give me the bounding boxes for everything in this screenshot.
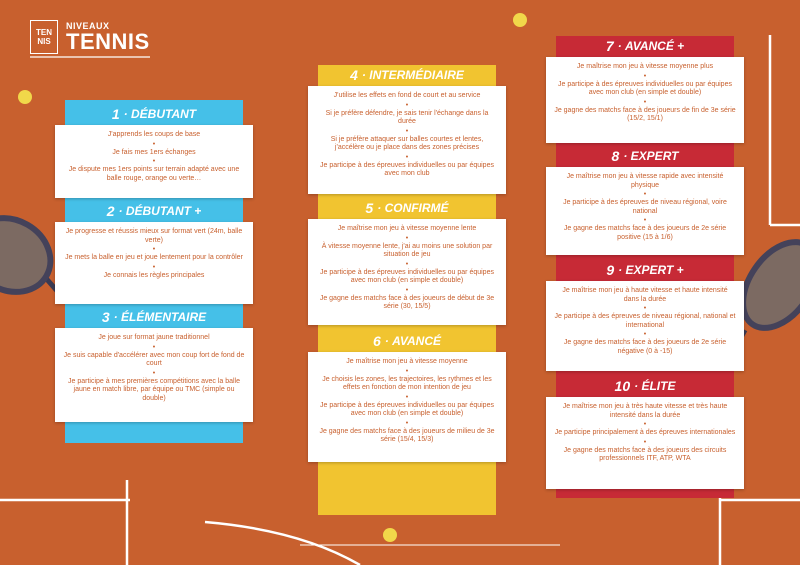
level-number: 5 [365, 200, 374, 216]
logo-box-bottom: NIS [37, 37, 51, 46]
tennis-ball-icon [513, 13, 527, 27]
level-sep: · [118, 204, 123, 218]
bullet-dot: • [405, 260, 409, 268]
level-title: ÉLÉMENTAIRE [121, 310, 207, 324]
level-header [308, 330, 506, 352]
level-item: Je participe principalement à des épreuves internationales [554, 429, 736, 436]
level-header [546, 145, 744, 167]
level-item: J'utilise les effets en fond de court et au service [333, 92, 481, 99]
level-card [308, 219, 506, 325]
tennis-ball-icon [383, 528, 397, 542]
level-item: Je participe à des épreuves de niveau régional, voire national [563, 199, 727, 215]
level-1 [55, 103, 253, 198]
level-card [55, 328, 253, 422]
logo-box [30, 20, 58, 54]
bullet-dot: • [643, 98, 647, 106]
level-3 [55, 306, 253, 422]
bullet-dot: • [405, 286, 409, 294]
level-title: AVANCÉ [392, 334, 442, 348]
level-number: 7 [605, 38, 614, 54]
level-item: Je participe à des épreuves individuelles ou par équipes avec mon club [320, 161, 494, 177]
bullet-dot: • [643, 191, 647, 198]
bullet-dot: • [405, 419, 409, 427]
bullet-dot: • [643, 217, 647, 224]
level-item: Je maîtrise mon jeu à haute vitesse et haute intensité dans la durée [562, 287, 728, 303]
bullet-dot: • [405, 367, 409, 375]
bullet-dot: • [643, 421, 647, 428]
logo-title-small: NIVEAUX [66, 20, 110, 31]
level-title: DÉBUTANT [131, 107, 197, 121]
level-number: 9 [606, 262, 615, 278]
level-sep: · [623, 149, 628, 163]
level-item: Je participe à des épreuves individuelles ou par équipes avec mon club (en simple et double) [320, 401, 494, 417]
level-item: Je maîtrise mon jeu à très haute vitesse et très haute intensité dans la durée [562, 403, 728, 419]
level-sep: · [377, 201, 382, 215]
level-sep: · [618, 263, 623, 277]
bullet-dot: • [643, 72, 647, 80]
level-item: Je gagne des matchs face à des joueurs de fin de 3e série (15/2, 15/1) [554, 106, 736, 122]
level-item: Je fais mes 1ers échanges [112, 148, 196, 156]
level-8 [546, 145, 744, 255]
level-number: 2 [106, 203, 115, 219]
logo-title-big: TENNIS [66, 28, 150, 54]
level-sep: · [634, 379, 639, 393]
level-number: 6 [372, 333, 381, 349]
level-header [546, 35, 744, 57]
level-card [308, 86, 506, 194]
level-item: Je connais les règles principales [103, 271, 205, 279]
bullet-dot: • [152, 246, 156, 253]
level-card [546, 57, 744, 143]
level-card [55, 222, 253, 304]
level-item: Si je préfère attaquer sur balles courtes et lentes, j'accélère ou je place dans des zones précises [330, 135, 484, 151]
level-title: AVANCÉ + [624, 39, 685, 53]
level-number: 1 [111, 106, 120, 122]
bullet-dot: • [405, 234, 409, 242]
level-item: Je participe à des épreuves individuelles ou par équipes avec mon club (en simple et double) [558, 80, 732, 96]
level-item: Si je préfère défendre, je sais tenir l'échange dans la durée [325, 109, 489, 125]
bullet-dot: • [152, 140, 156, 148]
bullet-dot: • [152, 263, 156, 271]
level-sep: · [113, 310, 118, 324]
level-header [55, 306, 253, 328]
level-item: Je gagne des matchs face à des joueurs de 2e série négative (0 à -15) [563, 339, 727, 355]
level-item: Je gagne des matchs face à des joueurs de début de 3e série (30, 15/5) [319, 294, 495, 310]
level-7 [546, 35, 744, 143]
level-title: EXPERT + [625, 263, 684, 277]
level-item: Je gagne des matchs face à des joueurs de milieu de 3e série (15/4, 15/3) [319, 427, 495, 443]
level-item: Je dispute mes 1ers points sur terrain adapté avec une balle rouge, orange ou verte… [68, 166, 240, 182]
bullet-dot: • [152, 158, 156, 165]
bullet-dot: • [643, 438, 647, 446]
level-item: Je gagne des matchs face à des joueurs des circuits professionnels ITF, ATP, WTA [563, 446, 727, 462]
level-6 [308, 330, 506, 462]
level-header [308, 64, 506, 86]
level-sep: · [617, 39, 622, 53]
bullet-dot: • [643, 331, 647, 338]
bullet-dot: • [152, 369, 156, 377]
level-card [308, 352, 506, 462]
bullet-dot: • [405, 153, 409, 161]
level-title: INTERMÉDIAIRE [369, 68, 464, 82]
level-header [546, 259, 744, 281]
level-item: Je participe à des épreuves individuelles ou par équipes avec mon club (en simple et double) [320, 268, 494, 284]
level-item: J'apprends les coups de base [107, 131, 201, 138]
bullet-dot: • [152, 343, 156, 351]
level-title: ÉLITE [641, 379, 676, 393]
level-item: Je choisis les zones, les trajectoires, les rythmes et les effets en fonction de mon intention de jeu [322, 375, 492, 391]
level-card [546, 167, 744, 255]
level-5 [308, 197, 506, 325]
level-card [546, 281, 744, 371]
level-number: 3 [101, 309, 110, 325]
level-item: Je joue sur format jaune traditionnel [98, 334, 210, 341]
level-sep: · [384, 334, 389, 348]
level-2 [55, 200, 253, 304]
tennis-ball-icon [18, 90, 32, 104]
level-card [55, 125, 253, 198]
level-item: Je maîtrise mon jeu à vitesse moyenne plus [576, 63, 714, 70]
logo-box-top: TEN [36, 28, 52, 37]
bullet-dot: • [405, 101, 409, 109]
bullet-dot: • [405, 127, 409, 135]
level-item: Je progresse et réussis mieux sur format vert (24m, balle verte) [65, 228, 243, 244]
level-item: Je maîtrise mon jeu à vitesse moyenne lente [337, 225, 477, 232]
level-header [55, 103, 253, 125]
level-item: Je participe à mes premières compétitions avec la balle jaune en match libre, par équipe ou TMC (simple ou double) [68, 377, 240, 402]
level-header [546, 375, 744, 397]
level-card [546, 397, 744, 489]
level-sep: · [361, 68, 366, 82]
level-item: Je mets la balle en jeu et joue lentement pour la contrôler [65, 254, 243, 261]
level-item: Je gagne des matchs face à des joueurs de 2e série positive (15 à 1/6) [563, 225, 727, 241]
level-number: 4 [350, 67, 358, 83]
level-sep: · [123, 107, 128, 121]
level-item: Je maîtrise mon jeu à vitesse moyenne [346, 358, 468, 365]
level-header [55, 200, 253, 222]
level-title: DÉBUTANT + [125, 204, 202, 218]
level-header [308, 197, 506, 219]
level-9 [546, 259, 744, 371]
level-number: 10 [614, 378, 631, 394]
level-item: Je participe à des épreuves de niveau régional, national et international [554, 313, 736, 329]
level-4 [308, 64, 506, 194]
brand-logo [30, 20, 150, 54]
level-title: EXPERT [630, 149, 679, 163]
level-title: CONFIRMÉ [384, 201, 449, 215]
bullet-dot: • [405, 393, 409, 401]
level-number: 8 [611, 148, 620, 164]
level-item: Je maîtrise mon jeu à vitesse rapide avec intensité physique [566, 173, 724, 189]
level-item: Je suis capable d'accélérer avec mon coup fort de fond de court [63, 351, 245, 367]
level-item: À vitesse moyenne lente, j'ai au moins une solution par situation de jeu [321, 242, 493, 258]
level-10 [546, 375, 744, 489]
bullet-dot: • [643, 305, 647, 312]
